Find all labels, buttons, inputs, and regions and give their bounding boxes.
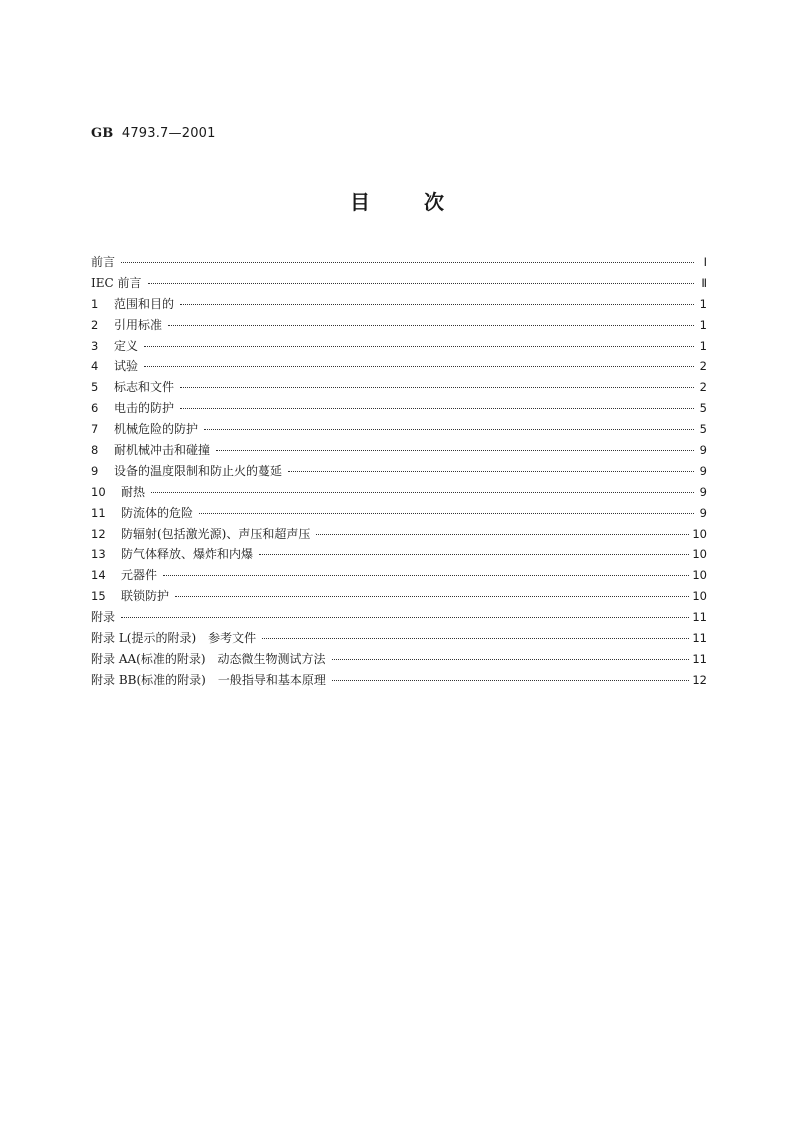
toc-dot-leader: [288, 471, 694, 472]
toc-entry-page: 2: [699, 359, 707, 374]
toc-entry[interactable]: [91, 545, 707, 566]
toc-entry-number: 15: [91, 589, 106, 604]
toc-entry[interactable]: [91, 671, 707, 692]
toc-entry[interactable]: [91, 525, 707, 546]
toc-entry-label: 引用标准: [114, 317, 163, 332]
toc-entry-page: 9: [699, 484, 707, 499]
standard-number: 4793.7—2001: [121, 126, 216, 141]
toc-entry-page: 10: [692, 526, 707, 541]
toc-entry-number: 2: [91, 317, 99, 332]
toc-entry-number: 10: [91, 484, 106, 499]
toc-entry[interactable]: [91, 295, 707, 316]
toc-entry-label: 附录 BB(标准的附录) 一般指导和基本原理: [91, 672, 326, 687]
toc-entry[interactable]: [91, 629, 707, 650]
toc-entry-label: 前言: [91, 255, 116, 269]
toc-dot-leader: [204, 429, 694, 430]
toc-dot-leader: [121, 617, 689, 618]
toc-dot-leader: [262, 638, 689, 639]
toc-entry[interactable]: [91, 587, 707, 608]
toc-entry[interactable]: [91, 504, 707, 525]
toc-entry-label: 防辐射(包括激光源)、声压和超声压: [121, 526, 311, 541]
toc-entry-page: 5: [699, 422, 707, 437]
toc-dot-leader: [144, 346, 694, 347]
toc-entry-page: 1: [699, 317, 707, 332]
toc-entry-number: 11: [91, 505, 106, 520]
toc-entry-page: 11: [692, 651, 707, 666]
toc-entry[interactable]: [91, 253, 707, 274]
toc-entry-label: 范围和目的: [114, 296, 175, 311]
toc-entry-number: 6: [91, 401, 99, 416]
toc-entry-label: 设备的温度限制和防止火的蔓延: [114, 463, 283, 478]
toc-entry-label: 定义: [114, 338, 139, 353]
toc-dot-leader: [332, 659, 690, 660]
toc-entry[interactable]: [91, 357, 707, 378]
toc-dot-leader: [163, 575, 689, 576]
toc-entry-page: 10: [692, 547, 707, 562]
toc-entry-number: 1: [91, 296, 99, 311]
toc-dot-leader: [216, 450, 694, 451]
toc-entry[interactable]: [91, 441, 707, 462]
table-of-contents: [91, 253, 707, 692]
toc-entry-number: 12: [91, 526, 106, 541]
toc-entry-label: 机械危险的防护: [114, 422, 199, 437]
toc-entry-page: 12: [692, 672, 707, 687]
toc-dot-leader: [180, 304, 694, 305]
toc-dot-leader: [259, 554, 689, 555]
toc-entry[interactable]: [91, 337, 707, 358]
toc-entry-number: 14: [91, 568, 106, 583]
toc-entry[interactable]: [91, 316, 707, 337]
toc-entry[interactable]: [91, 608, 707, 629]
toc-dot-leader: [180, 387, 694, 388]
toc-entry-label: 元器件: [121, 568, 158, 583]
toc-dot-leader: [151, 492, 694, 493]
toc-entry-page: 10: [692, 568, 707, 583]
toc-entry[interactable]: [91, 378, 707, 399]
toc-entry-page: 1: [699, 338, 707, 353]
toc-entry[interactable]: [91, 566, 707, 587]
toc-entry-label: 防气体释放、爆炸和内爆: [121, 547, 254, 562]
toc-entry-label: 电击的防护: [114, 401, 175, 416]
page-title: 目次: [350, 190, 498, 214]
toc-entry-page: 1: [699, 296, 707, 311]
toc-dot-leader: [199, 513, 694, 514]
toc-entry-page: 10: [692, 589, 707, 604]
toc-entry[interactable]: [91, 650, 707, 671]
toc-entry-label: 标志和文件: [114, 380, 175, 395]
toc-entry-number: 3: [91, 338, 99, 353]
toc-entry-label: 防流体的危险: [121, 505, 194, 520]
toc-entry-label: IEC 前言: [91, 275, 142, 290]
standard-number-header: [91, 126, 216, 141]
toc-dot-leader: [332, 680, 690, 681]
toc-entry-page: 2: [699, 380, 707, 395]
toc-entry-label: 附录 AA(标准的附录) 动态微生物测试方法: [91, 651, 326, 666]
toc-entry-label: 联锁防护: [121, 589, 170, 604]
toc-entry-label: 附录 L(提示的附录) 参考文件: [91, 631, 257, 646]
toc-entry-label: 耐机械冲击和碰撞: [114, 443, 211, 458]
toc-entry[interactable]: [91, 420, 707, 441]
toc-entry-label: 附录: [91, 610, 116, 625]
toc-entry-page: 11: [692, 610, 707, 625]
toc-entry-number: 9: [91, 463, 99, 478]
toc-entry-page: 9: [699, 443, 707, 458]
toc-entry-number: 13: [91, 547, 106, 562]
toc-entry-number: 8: [91, 443, 99, 458]
toc-dot-leader: [121, 262, 694, 263]
toc-dot-leader: [175, 596, 689, 597]
toc-entry-page: 11: [692, 631, 707, 646]
toc-entry-number: 4: [91, 359, 99, 374]
toc-dot-leader: [316, 534, 689, 535]
toc-entry[interactable]: [91, 462, 707, 483]
toc-entry-page: I: [703, 255, 707, 269]
toc-entry[interactable]: [91, 399, 707, 420]
gb-prefix: GB: [91, 126, 114, 141]
toc-dot-leader: [168, 325, 694, 326]
toc-entry-page: 9: [699, 505, 707, 520]
toc-entry-page: 5: [699, 401, 707, 416]
toc-entry[interactable]: [91, 483, 707, 504]
toc-entry-number: 5: [91, 380, 99, 395]
toc-entry-page: 9: [699, 463, 707, 478]
toc-entry[interactable]: [91, 274, 707, 295]
toc-entry-label: 试验: [114, 359, 139, 374]
toc-entry-page: Ⅱ: [701, 275, 707, 290]
toc-entry-label: 耐热: [121, 484, 146, 499]
toc-entry-number: 7: [91, 422, 99, 437]
toc-dot-leader: [144, 366, 694, 367]
toc-dot-leader: [148, 283, 695, 284]
toc-dot-leader: [180, 408, 694, 409]
